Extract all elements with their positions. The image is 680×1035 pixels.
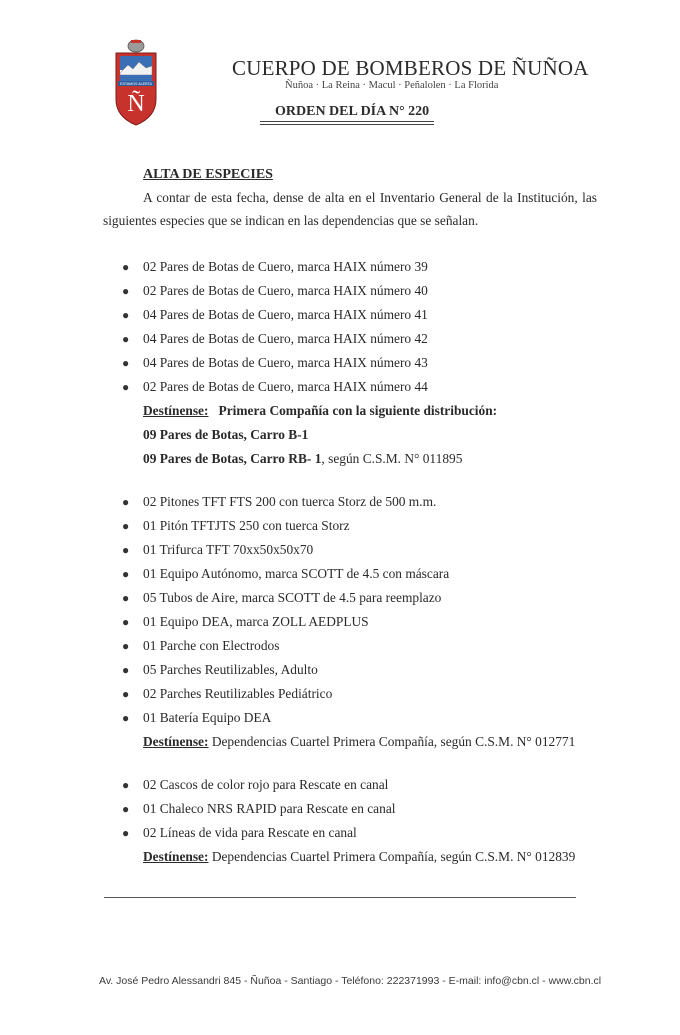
bullet-icon: ● <box>122 567 130 581</box>
distribution-line-1: 09 Pares de Botas, Carro B-1 <box>143 427 309 442</box>
bullet-icon: ● <box>122 308 130 322</box>
list-item: ● 04 Pares de Botas de Cuero, marca HAIX número 41 <box>119 303 589 327</box>
bullet-icon: ● <box>122 687 130 701</box>
bullet-icon: ● <box>122 519 130 533</box>
title-double-rule <box>260 121 434 130</box>
list-item: ● 01 Trifurca TFT 70xx50x50x70 <box>119 538 589 562</box>
list-item: ● 04 Pares de Botas de Cuero, marca HAIX número 42 <box>119 327 589 351</box>
list-item: ● 02 Pares de Botas de Cuero, marca HAIX número 39 <box>119 255 589 279</box>
destination-label: Destínense: <box>143 403 209 418</box>
destination-text: Dependencias Cuartel Primera Compañía, según C.S.M. N° 012771 <box>208 734 576 749</box>
crest-motto: ESTAMOS ALERTA <box>120 82 152 86</box>
destination-text: Primera Compañía con la siguiente distribución: <box>218 403 498 418</box>
list-group-3 <box>119 773 589 869</box>
bullet-icon: ● <box>122 711 130 725</box>
bullet-icon: ● <box>122 663 130 677</box>
list-item: ● 02 Pares de Botas de Cuero, marca HAIX número 44 <box>119 375 589 399</box>
list-item: ● 01 Pitón TFTJTS 250 con tuerca Storz <box>119 514 589 538</box>
distribution-line-2: 09 Pares de Botas, Carro RB- 1, según C.S.M. N° 011895 <box>143 451 463 466</box>
order-title: ORDEN DEL DÍA N° 220 <box>275 104 430 119</box>
list-item: ● 05 Tubos de Aire, marca SCOTT de 4.5 para reemplazo <box>119 586 589 610</box>
list-item: ● 02 Pares de Botas de Cuero, marca HAIX número 40 <box>119 279 589 303</box>
bullet-icon: ● <box>122 332 130 346</box>
list-item: ● 01 Equipo DEA, marca ZOLL AEDPLUS <box>119 610 589 634</box>
list-item: ● 02 Parches Reutilizables Pediátrico <box>119 682 589 706</box>
bullet-icon: ● <box>122 591 130 605</box>
list-item: ● 05 Parches Reutilizables, Adulto <box>119 658 589 682</box>
bullet-icon: ● <box>122 639 130 653</box>
destination-line <box>119 730 589 754</box>
destination-line <box>119 845 589 869</box>
bullet-icon: ● <box>122 260 130 274</box>
list-group-2 <box>119 490 589 754</box>
destination-label: Destínense: <box>143 849 209 864</box>
list-item: ● 02 Líneas de vida para Rescate en canal <box>119 821 589 845</box>
org-title: CUERPO DE BOMBEROS DE ÑUÑOA <box>232 56 589 80</box>
list-item: ● 02 Pitones TFT FTS 200 con tuerca Storz de 500 m.m. <box>119 490 589 514</box>
list-item: ● 04 Pares de Botas de Cuero, marca HAIX número 43 <box>119 351 589 375</box>
bullet-icon: ● <box>122 495 130 509</box>
destination-line <box>119 399 589 423</box>
bullet-icon: ● <box>122 284 130 298</box>
bullet-icon: ● <box>122 615 130 629</box>
list-item: ● 01 Parche con Electrodos <box>119 634 589 658</box>
crest-letter: Ñ <box>127 91 145 117</box>
bullet-icon: ● <box>122 543 130 557</box>
bullet-icon: ● <box>122 380 130 394</box>
destination-label: Destínense: <box>143 734 209 749</box>
institution-crest-logo <box>111 37 161 127</box>
destination-text: Dependencias Cuartel Primera Compañía, según C.S.M. N° 012839 <box>208 849 576 864</box>
bullet-icon: ● <box>122 778 130 792</box>
intro-paragraph: A contar de esta fecha, dense de alta en el Inventario General de la Institución, las siguientes especies que se indican en las dependencias que se señalan. <box>103 190 597 228</box>
bullet-icon: ● <box>122 802 130 816</box>
org-subtitle: Ñuñoa · La Reina · Macul · Peñalolen · La Florida <box>285 80 499 91</box>
footer-contact: Av. José Pedro Alessandri 845 - Ñuñoa - Santiago - Teléfono: 222371993 - E-mail: info@cbn.cl - www.cbn.cl <box>99 975 602 987</box>
list-item: ● 01 Batería Equipo DEA <box>119 706 589 730</box>
list-item: ● 01 Equipo Autónomo, marca SCOTT de 4.5 con máscara <box>119 562 589 586</box>
section-heading: ALTA DE ESPECIES <box>143 167 273 182</box>
list-group-1 <box>119 255 589 471</box>
list-item: ● 02 Cascos de color rojo para Rescate en canal <box>119 773 589 797</box>
bullet-icon: ● <box>122 356 130 370</box>
bullet-icon: ● <box>122 826 130 840</box>
list-item: ● 01 Chaleco NRS RAPID para Rescate en canal <box>119 797 589 821</box>
bottom-divider <box>104 897 576 898</box>
